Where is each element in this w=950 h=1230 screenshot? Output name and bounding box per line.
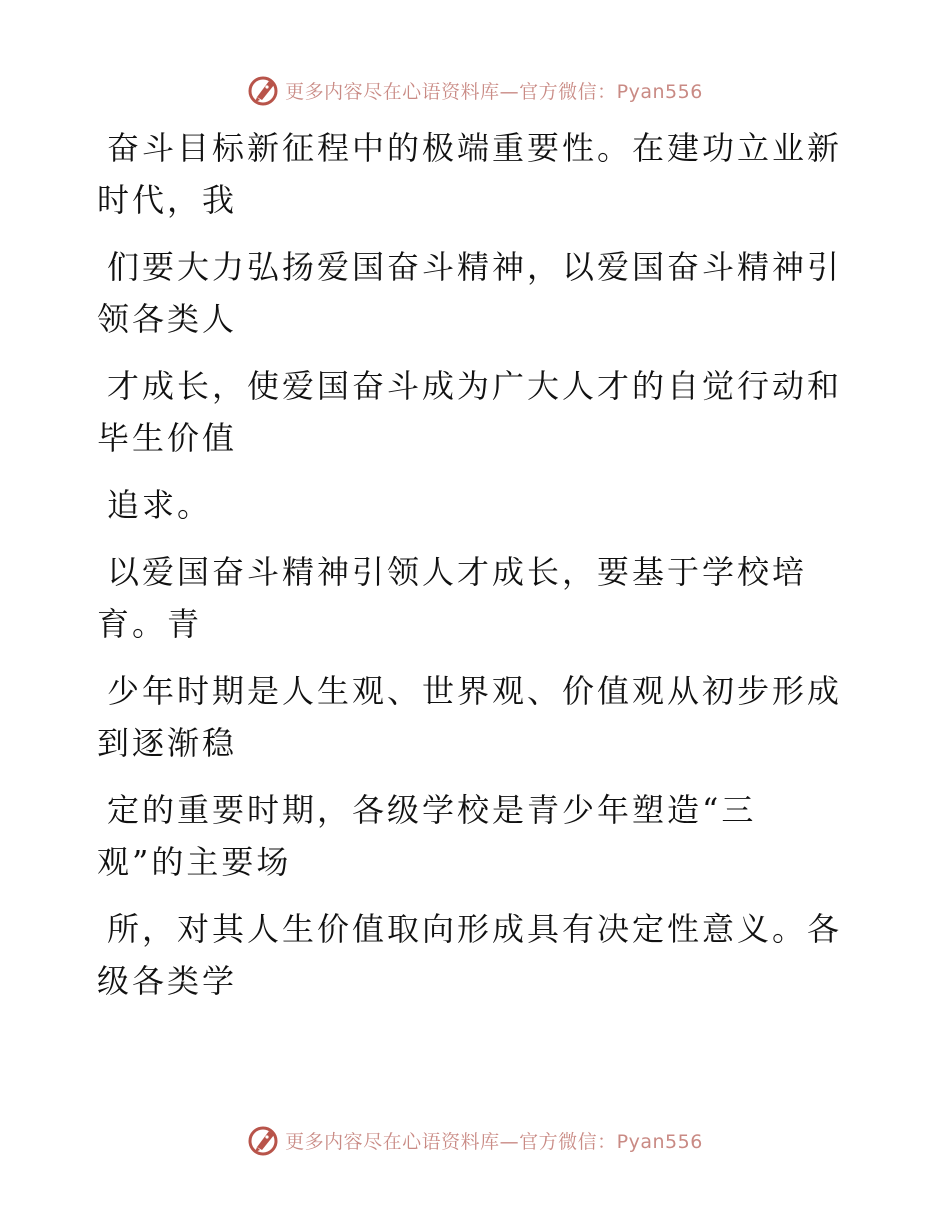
paragraph-line: 少年时期是人生观、世界观、价值观从初步形成 bbox=[107, 672, 843, 710]
document-body bbox=[97, 122, 843, 1022]
paragraph-line: 们要大力弘扬爱国奋斗精神，以爱国奋斗精神引 bbox=[107, 248, 843, 286]
paragraph bbox=[97, 665, 843, 769]
paragraph-line: 奋斗目标新征程中的极端重要性。在建功立业新 bbox=[107, 129, 843, 167]
paragraph-line: 毕生价值 bbox=[97, 419, 238, 457]
paragraph-line: 观”的主要场 bbox=[97, 843, 292, 881]
watermark-text: 更多内容尽在心语资料库—官方微信：Pyan556 bbox=[285, 80, 703, 103]
footer-watermark bbox=[0, 1120, 950, 1160]
paragraph bbox=[97, 479, 837, 531]
paragraph-line: 定的重要时期，各级学校是青少年塑造“三 bbox=[107, 791, 757, 829]
paragraph-line: 追求。 bbox=[107, 486, 213, 524]
paragraph bbox=[97, 241, 843, 345]
paragraph-line: 才成长，使爱国奋斗成为广大人才的自觉行动和 bbox=[107, 367, 843, 405]
header-watermark bbox=[0, 70, 950, 110]
paragraph-line: 以爱国奋斗精神引领人才成长，要基于学校培 bbox=[107, 553, 808, 591]
paragraph bbox=[97, 360, 843, 464]
pen-nib-logo-icon bbox=[247, 73, 281, 107]
paragraph bbox=[97, 784, 837, 888]
pen-nib-logo-icon bbox=[247, 1123, 281, 1157]
paragraph bbox=[97, 546, 837, 650]
paragraph bbox=[97, 122, 843, 226]
paragraph-line: 所，对其人生价值取向形成具有决定性意义。各 bbox=[107, 910, 843, 948]
paragraph bbox=[97, 903, 843, 1007]
paragraph-line: 级各类学 bbox=[97, 962, 238, 1000]
paragraph-line: 育。青 bbox=[97, 605, 203, 643]
paragraph-line: 时代，我 bbox=[97, 181, 238, 219]
paragraph-line: 到逐渐稳 bbox=[97, 724, 238, 762]
watermark-text: 更多内容尽在心语资料库—官方微信：Pyan556 bbox=[285, 1130, 703, 1153]
paragraph-line: 领各类人 bbox=[97, 300, 238, 338]
